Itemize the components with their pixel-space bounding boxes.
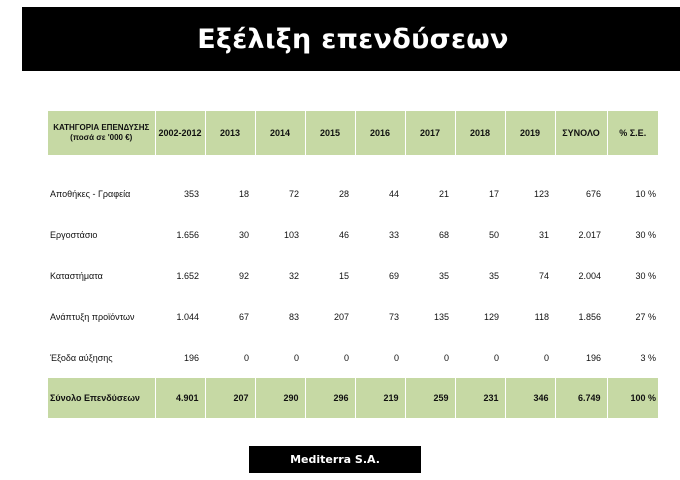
title-banner bbox=[22, 7, 680, 71]
table-cell: 74 bbox=[538, 270, 549, 281]
total-label: Σύνολο Επενδύσεων bbox=[48, 378, 155, 418]
column-header: ΣΥΝΟΛΟ bbox=[555, 111, 607, 155]
table-cell: 30 % bbox=[635, 270, 656, 281]
total-cell: 207 bbox=[205, 378, 255, 418]
total-row bbox=[48, 378, 658, 418]
table-cell: 30 bbox=[238, 229, 249, 240]
table-cell: 129 bbox=[483, 311, 499, 322]
table-cell: 73 bbox=[388, 311, 399, 322]
column-header: 2014 bbox=[255, 111, 305, 155]
table-cell: 196 bbox=[585, 352, 601, 363]
column-header: 2017 bbox=[405, 111, 455, 155]
table-cell: 32 bbox=[288, 270, 299, 281]
table-cell: 72 bbox=[288, 188, 299, 199]
table-cell: 50 bbox=[488, 229, 499, 240]
table-cell: 1.044 bbox=[176, 311, 199, 322]
table-cell: 118 bbox=[534, 311, 549, 322]
row-label: Ανάπτυξη προϊόντων bbox=[50, 311, 135, 322]
row-label: Έξοδα αύξησης bbox=[50, 352, 113, 363]
table-cell: 33 bbox=[388, 229, 399, 240]
table-cell: 0 bbox=[243, 352, 249, 363]
table-cell: 46 bbox=[338, 229, 349, 240]
table-cell: 353 bbox=[183, 188, 199, 199]
table-cell: 196 bbox=[183, 352, 199, 363]
table-cell: 15 bbox=[338, 270, 349, 281]
investments-table bbox=[48, 111, 658, 418]
table-cell: 1.656 bbox=[176, 229, 199, 240]
table-cell: 2.017 bbox=[578, 229, 601, 240]
table-cell: 135 bbox=[433, 311, 449, 322]
table-cell: 0 bbox=[443, 352, 449, 363]
category-header-line1: ΚΑΤΗΓΟΡΙΑ ΕΠΕΝΔΥΣΗΣ bbox=[53, 123, 150, 132]
table-row bbox=[48, 337, 658, 378]
table-cell: 67 bbox=[238, 311, 249, 322]
table-cell: 17 bbox=[488, 188, 499, 199]
table-cell: 0 bbox=[293, 352, 299, 363]
spacer bbox=[48, 155, 658, 173]
table-row bbox=[48, 255, 658, 296]
total-cell: 346 bbox=[505, 378, 555, 418]
total-cell: 6.749 bbox=[555, 378, 607, 418]
company-footer bbox=[249, 446, 421, 473]
table-cell: 68 bbox=[438, 229, 449, 240]
table-cell: 0 bbox=[543, 352, 549, 363]
row-label: Καταστήματα bbox=[50, 270, 103, 281]
table-row bbox=[48, 173, 658, 214]
table-cell: 0 bbox=[343, 352, 349, 363]
column-header-category bbox=[48, 111, 155, 155]
table-cell: 10 % bbox=[635, 188, 656, 199]
table-cell: 69 bbox=[388, 270, 399, 281]
table-cell: 35 bbox=[438, 270, 449, 281]
table-cell: 31 bbox=[538, 229, 549, 240]
table-cell: 30 % bbox=[635, 229, 656, 240]
total-cell: 219 bbox=[355, 378, 405, 418]
column-header: 2018 bbox=[455, 111, 505, 155]
table-cell: 35 bbox=[488, 270, 499, 281]
table-cell: 21 bbox=[438, 188, 449, 199]
total-cell: 290 bbox=[255, 378, 305, 418]
total-cell: 100 % bbox=[607, 378, 658, 418]
total-cell: 4.901 bbox=[155, 378, 205, 418]
company-name: Mediterra S.A. bbox=[290, 453, 380, 466]
table-header-row bbox=[48, 111, 658, 155]
table-cell: 28 bbox=[338, 188, 349, 199]
table-row bbox=[48, 214, 658, 255]
total-cell: 296 bbox=[305, 378, 355, 418]
table-cell: 103 bbox=[283, 229, 299, 240]
column-header: 2016 bbox=[355, 111, 405, 155]
table-cell: 27 % bbox=[635, 311, 656, 322]
table-cell: 3 % bbox=[640, 352, 656, 363]
table-cell: 0 bbox=[493, 352, 499, 363]
table-cell: 207 bbox=[333, 311, 349, 322]
column-header: 2015 bbox=[305, 111, 355, 155]
total-cell: 231 bbox=[455, 378, 505, 418]
column-header: 2002-2012 bbox=[155, 111, 205, 155]
table-cell: 83 bbox=[288, 311, 299, 322]
column-header: 2019 bbox=[505, 111, 555, 155]
row-label: Εργοστάσιο bbox=[50, 229, 98, 240]
column-header: % Σ.Ε. bbox=[607, 111, 658, 155]
table-row bbox=[48, 296, 658, 337]
row-label: Αποθήκες - Γραφεία bbox=[50, 188, 131, 199]
table-cell: 2.004 bbox=[578, 270, 601, 281]
table-cell: 44 bbox=[388, 188, 399, 199]
table-cell: 0 bbox=[393, 352, 399, 363]
table-cell: 123 bbox=[533, 188, 549, 199]
table-cell: 18 bbox=[238, 188, 249, 199]
table-cell: 676 bbox=[585, 188, 601, 199]
total-cell: 259 bbox=[405, 378, 455, 418]
table-cell: 92 bbox=[238, 270, 249, 281]
page-title: Εξέλιξη επενδύσεων bbox=[197, 23, 509, 55]
category-header-line2: (ποσά σε '000 €) bbox=[70, 133, 133, 142]
column-header: 2013 bbox=[205, 111, 255, 155]
table-cell: 1.856 bbox=[578, 311, 601, 322]
table-cell: 1.652 bbox=[176, 270, 199, 281]
